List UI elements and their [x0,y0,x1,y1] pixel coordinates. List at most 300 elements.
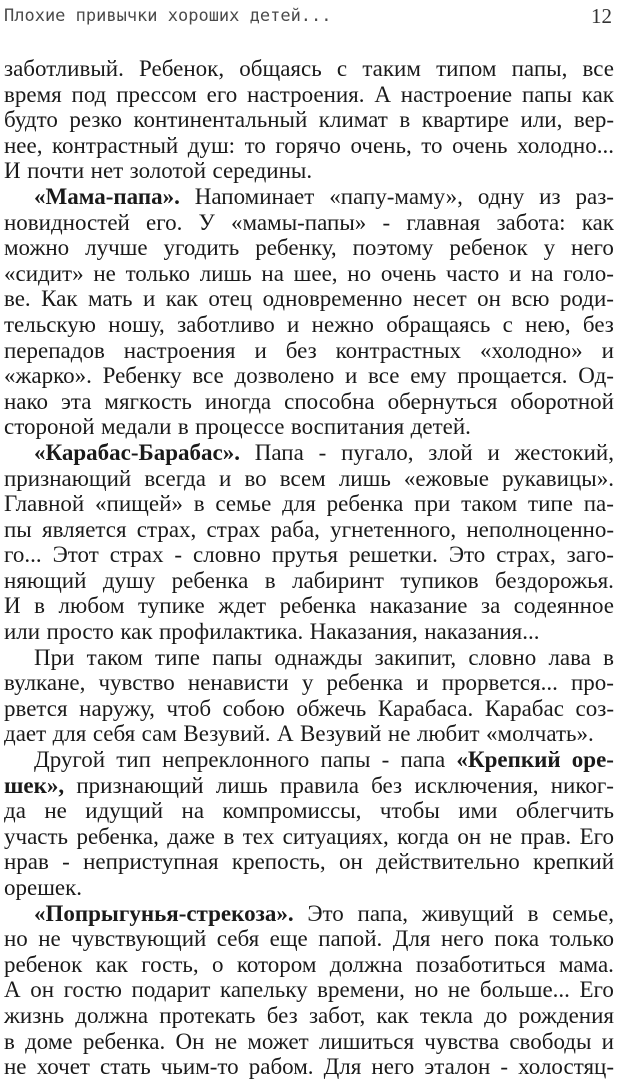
word: страх, [136,516,197,542]
word: папа, [357,900,409,926]
word: воспитания [290,414,405,440]
word: Од- [578,363,614,389]
word: вулкане, [4,670,86,696]
word: эталон [424,1054,491,1080]
word: обернуться [387,388,498,414]
word: Карабас [484,695,564,721]
word: в [223,823,235,849]
word: Везувий [300,721,382,747]
word: может [247,1028,309,1054]
word: себя [92,721,136,747]
text-line [4,977,614,1003]
word: без [371,772,403,798]
word: рабом. [248,1054,314,1080]
text-line [4,901,614,927]
word: но [4,926,28,952]
word: он [30,977,54,1003]
text-line [4,82,614,108]
word: способна [284,388,375,414]
word: но [414,977,439,1003]
word: лишь [199,260,252,286]
word: на [181,798,205,824]
word: прорвется... [441,670,558,696]
word: правила [280,772,359,798]
word: в [177,414,189,440]
word: Наказания, [309,619,418,645]
word: и [508,260,522,286]
word: котором [236,951,317,977]
text-line [4,107,614,133]
word: мать [87,286,133,312]
word: раз- [575,183,614,209]
word: орешек. [4,875,83,900]
word: никог- [550,772,614,798]
word: чьим-то [160,1054,239,1080]
word: позаботиться [415,951,546,977]
text-line [4,670,614,696]
word: ношу, [108,311,165,337]
word: должна [75,1002,149,1028]
word: жестокий, [514,439,614,465]
word: но [347,260,372,286]
word: больше... [479,977,570,1003]
text-line [4,414,614,440]
word: однажды [274,644,363,670]
text-line [4,312,614,338]
word: нако [4,388,49,414]
word: словно [468,644,537,670]
text-line [4,491,614,517]
text-line [4,261,614,287]
word: для [52,721,87,747]
word: ребенка. [82,1028,166,1054]
word: всю [511,286,550,312]
word: лава [548,644,591,670]
word: признающий [76,772,204,798]
word: гость, [141,951,199,977]
word: контрастных [335,337,462,363]
word: типом [436,56,497,81]
word: пугало, [341,439,414,465]
word: до [484,1002,508,1028]
text-line [4,517,614,543]
word: прутья [271,542,338,568]
word: исключения, [414,772,539,798]
word: все [368,363,400,389]
word: тех [242,823,275,849]
word: хочет [36,1054,90,1080]
word: душ: [187,132,236,158]
word: как [581,81,614,107]
word: соз- [575,695,614,721]
word: Для [323,1054,362,1080]
word: При [34,644,75,670]
word: - [500,1054,509,1080]
word: является [42,516,127,542]
word: свободы [509,1028,592,1054]
word: па- [583,491,614,517]
word: «папу-маму», [329,183,463,209]
word: почти [27,158,85,184]
word: нею, [525,311,571,337]
word: таком [461,491,518,517]
word: - [174,542,183,568]
word: страх, [496,542,556,568]
word: роди- [559,286,614,312]
word: холостяц- [518,1054,614,1080]
word: и [487,439,500,465]
word: го... [4,542,42,568]
word: при [414,491,451,517]
word: шее, [293,260,338,286]
text-line [4,466,614,492]
word: климат [318,107,388,133]
word: настроения [123,337,236,363]
word: участь [4,823,69,849]
word: еще [269,926,308,952]
word: забота: [496,209,566,235]
word: Ребенку [102,363,182,389]
word: И [4,593,21,619]
word: общаясь [239,56,322,81]
word: «мамы-папы» [231,209,367,235]
word: времени, [317,977,405,1003]
word: лишиться [318,1028,415,1054]
word: в [603,644,614,670]
text-line [4,568,614,594]
word: ненависти [187,670,289,696]
word: закипит, [374,644,457,670]
bold-heading-word: «Мама-папа». [34,183,180,209]
word: Ребенок, [139,56,225,81]
word: заго- [566,542,614,568]
word: в [4,1028,15,1054]
word: или [4,619,41,645]
word: обжечь [296,695,367,721]
word: всегда [144,465,206,491]
word: профилактика. [158,619,304,645]
word: папы, [511,56,568,81]
word: лабиринт [292,567,384,593]
word: он [338,849,363,875]
page-header [4,4,616,34]
text-line [4,645,614,671]
word: перепадов [4,337,105,363]
word: его. [146,209,183,235]
word: чтоб [166,695,212,721]
word: себя [216,926,260,952]
text-line [4,338,614,364]
word: угодить [163,235,240,261]
word: все [192,363,224,389]
text-line [4,363,614,389]
word: иногда [204,388,272,414]
word: холодно... [517,132,614,158]
text-body [4,56,614,1080]
word: пы [4,516,32,542]
word: бездорожья. [495,567,614,593]
word: наружу, [79,695,155,721]
word: рукавицы». [502,465,614,491]
word: в [264,567,276,593]
word: с [336,56,348,81]
text-line [4,1003,614,1029]
word: У [198,209,215,235]
word: «холодно» [480,337,583,363]
word: не [489,823,513,849]
word: тип [116,747,151,773]
word: А [4,977,21,1003]
word: медали [101,414,172,440]
word: Главной [4,491,85,517]
word: папы [212,644,263,670]
word: Папа [254,439,304,465]
text-line [4,210,614,236]
word: дозволено [234,363,335,389]
word: без [582,311,614,337]
word: Его [579,823,614,849]
word: он [457,823,482,849]
bold-heading-word: «Крепкий [456,747,561,773]
word: папой. [318,926,383,952]
text-line [4,542,614,568]
word: ситуациях, [282,823,389,849]
word: или, [520,107,563,133]
word: любит [416,721,480,747]
word: - [62,849,70,875]
word: всем [279,465,326,491]
word: «молчать». [486,721,594,747]
word: и [219,465,232,491]
word: угнетенного, [330,516,457,542]
word: страх [109,542,164,568]
text-line [4,56,614,82]
word: «жарко». [4,363,92,389]
word: на [261,260,284,286]
word: лишь [338,465,391,491]
word: даже [167,823,216,849]
word: и [254,337,267,363]
word: - [381,747,390,773]
word: ве. [4,286,31,312]
word: таким [362,56,421,81]
word: нрав [4,849,49,875]
word: Для [392,926,431,952]
word: ребенок [4,951,83,977]
word: собою [222,695,285,721]
word: него [371,1054,415,1080]
word: забот, [308,1002,366,1028]
word: как [95,951,128,977]
word: во [244,465,267,491]
word: новидностей [4,209,130,235]
word: папы [521,81,572,107]
bold-heading-word: «Карабас-Барабас». [34,439,240,465]
word: в [399,107,411,133]
text-line [4,286,614,312]
word: настроения. [247,81,365,107]
word: поэтому [352,235,434,261]
word: для [282,491,316,517]
word: как [581,209,614,235]
word: из [539,183,561,209]
word: лишь [215,772,268,798]
text-line [4,747,614,773]
word: протекать [159,1002,256,1028]
word: ими [458,798,498,824]
word: и [416,670,429,696]
word: детей. [410,414,471,440]
word: «ежовые [403,465,489,491]
word: няющий [4,567,87,593]
word: пока [494,926,540,952]
word: содеянное [513,593,614,619]
word: чувства [424,1028,500,1054]
word: как [376,1002,409,1028]
text-line [4,875,614,901]
word: ребенку, [255,235,337,261]
word: несет [412,286,467,312]
word: него [440,926,484,952]
text-line [4,773,614,799]
word: главная [406,209,481,235]
text-line [4,235,614,261]
word: про- [570,670,614,696]
word: обращаясь [386,311,491,337]
word: стать [100,1054,151,1080]
word: в [34,593,46,619]
word: не [214,1028,238,1054]
word: то [244,132,266,158]
word: раба, [270,516,320,542]
text-line [4,926,614,952]
word: папа [400,747,446,773]
word: гостю [63,977,122,1003]
word: и [344,363,358,389]
word: Этот [52,542,99,568]
word: нежно [311,311,374,337]
text-line [4,952,614,978]
text-line [4,389,614,415]
word: с [502,311,513,337]
word: да [4,798,26,824]
word: ребенок [449,235,528,261]
word: заботливый. [4,56,124,81]
word: чтобы [379,798,440,824]
word: семье, [552,900,614,926]
word: прав. [520,823,572,849]
word: неприступная [83,849,219,875]
word: злой [428,439,473,465]
word: не [4,1054,27,1080]
word: и [287,311,300,337]
word: только [125,260,190,286]
word: таком [86,644,143,670]
word: Другой [34,747,106,773]
word: не [387,721,411,747]
word: голо- [563,260,614,286]
word: без [266,1002,298,1028]
word: нее, [4,132,43,158]
word: Везувий. [183,721,271,747]
word: только [549,926,614,952]
word: в [193,491,205,517]
word: тупике [138,593,205,619]
word: оборотной [510,388,614,414]
word: в [527,900,539,926]
word: «сидит» [4,260,84,286]
word: И [4,158,21,184]
word: на [531,260,554,286]
word: него [571,235,614,261]
word: тельскую [4,311,96,337]
word: просто [46,619,114,645]
word: признающий [4,465,132,491]
word: сам [141,721,177,747]
word: то [421,132,443,158]
text-line [4,721,614,747]
text-line [4,798,614,824]
word: его [206,81,238,107]
word: континентальный [133,107,308,133]
text-line [4,849,614,875]
word: - [318,439,327,465]
word: должна [329,951,403,977]
word: «пищей» [95,491,183,517]
word: ребенка [326,491,404,517]
word: у [301,670,314,696]
word: жизнь [4,1002,65,1028]
word: мягкость [104,388,192,414]
word: капельку [220,977,308,1003]
word: идущий [85,798,164,824]
word: типе [155,644,200,670]
word: стороной [4,414,95,440]
word: ребенка, [76,823,159,849]
word: Напоминает [194,183,315,209]
word: любом [58,593,125,619]
word: наказания... [424,619,540,645]
word: Он [175,1028,205,1054]
word: и [142,286,156,312]
word: дает [4,721,47,747]
word: середины. [212,158,313,184]
word: Его [579,977,614,1003]
word: будто [4,107,58,133]
word: мама. [558,951,614,977]
running-title: Плохие привычки хороших детей... [4,6,332,26]
word: Это [307,900,344,926]
word: у [543,235,556,261]
word: действительно [376,849,520,875]
word: когда [397,823,449,849]
word: заботливо [177,311,275,337]
word: текла [419,1002,473,1028]
word: золотой [129,158,207,184]
word: чувствующий [71,926,207,952]
word: не [38,926,61,952]
word: и [601,337,614,363]
word: Карабаса. [377,695,474,721]
word: крепость, [231,849,326,875]
word: под [71,81,107,107]
text-line [4,824,614,850]
word: тупиков [400,567,479,593]
word: ребенка [279,593,357,619]
word: процессе [195,414,285,440]
word: прессом [116,81,197,107]
word: доме [25,1028,73,1054]
